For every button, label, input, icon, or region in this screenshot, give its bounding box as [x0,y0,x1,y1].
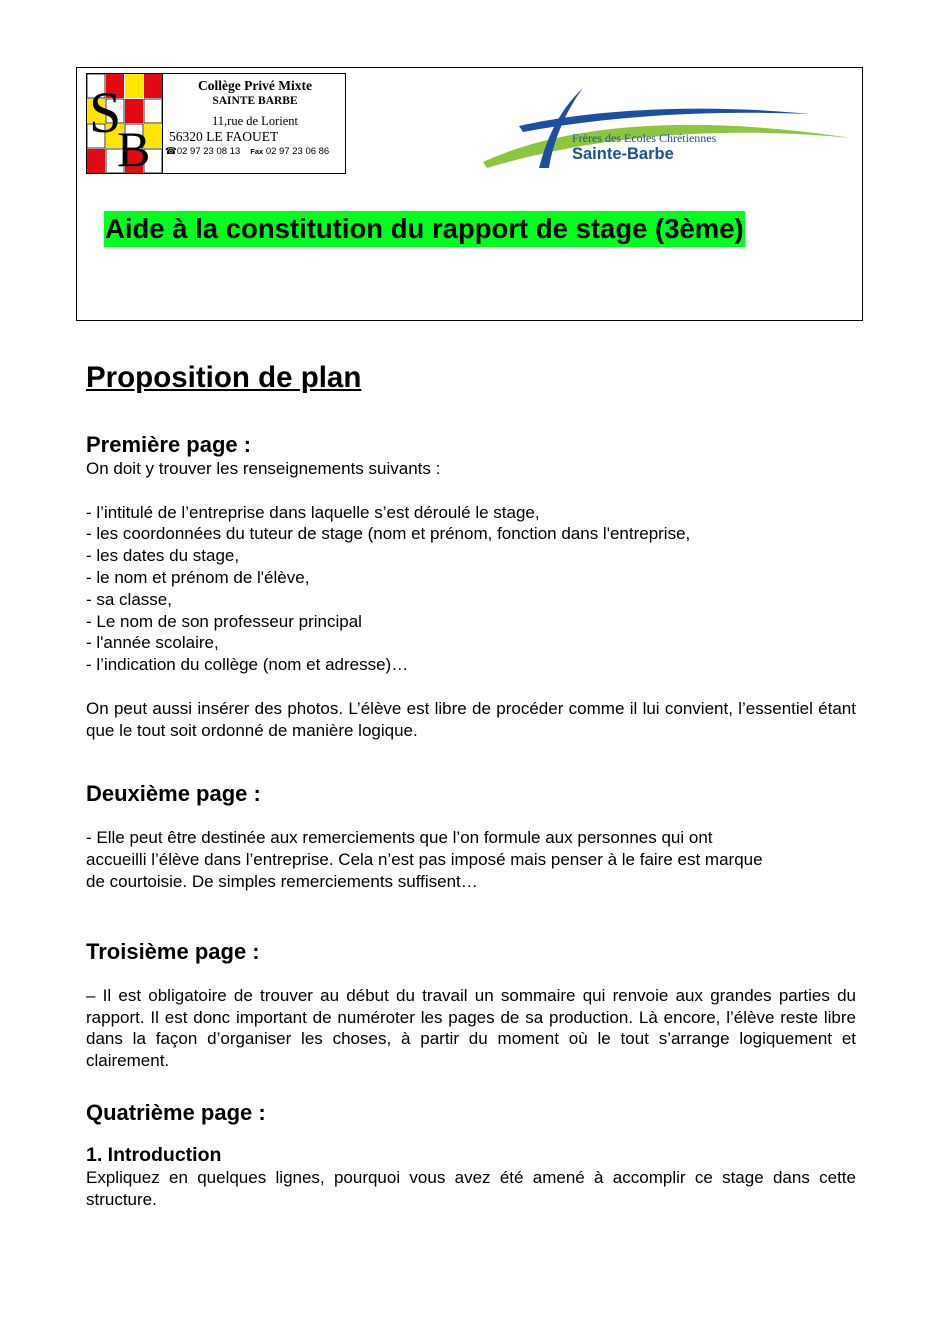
college-info [165,77,345,158]
list-item: - les coordonnées du tuteur de stage (nom et prénom, fonction dans l'entreprise, [86,524,691,544]
list-item: - Le nom de son professeur principal [86,611,362,631]
premiere-note: On peut aussi insérer des photos. L’élève est libre de procéder comme il lui convient, l’essentiel étant que le tout soit ordonné de manière logique. [86,698,856,740]
college-block [86,73,346,174]
list-item: - l’indication du collège (nom et adresse)… [86,655,409,675]
fax-label: Fax [250,147,264,156]
section-heading-troisieme: Troisième page : [86,938,260,964]
section-heading-quatrieme: Quatrième page : [86,1099,266,1125]
main-content [86,360,856,1211]
college-phone: 02 97 23 08 13 [176,146,241,157]
troisieme-text: – Il est obligatoire de trouver au début du travail un sommaire qui renvoie aux grandes parties du rapport. Il est donc important de numéroter les pages de sa production. Là encore, l’élève reste libre dans la façon d’organiser les choses, à partir du moment où le tout s’arrange logiquement et clairement. [86,985,856,1071]
college-street: 11,rue de Lorient [212,114,298,128]
sb-logo [87,74,163,173]
section-heading-premiere: Première page : [86,432,252,457]
deuxieme-line: accueilli l’élève dans l’entreprise. Cela n’est pas imposé mais penser à le faire est marque [86,850,763,870]
section-heading-deuxieme: Deuxième page : [86,781,261,807]
list-item: - les dates du stage, [86,546,240,566]
partner-text [572,132,716,163]
phone-icon: ☎ [165,146,177,157]
partner-line2: Sainte-Barbe [572,145,674,163]
college-postal: 56320 LE FAOUET [169,129,279,144]
plan-title: Proposition de plan [86,361,362,394]
partner-line1: Frères des Ecoles Chrétiennes [572,131,717,145]
deuxieme-line: - Elle peut être destinée aux remerciements que l’on formule aux personnes qui ont [86,828,713,848]
quatrieme-text: Expliquez en quelques lignes, pourquoi vous avez été amené à accomplir ce stage dans cette structure. [86,1167,856,1209]
sub-heading-introduction: 1. Introduction [86,1143,222,1166]
list-item: - l’intitulé de l’entreprise dans laquelle s’est déroulé le stage, [86,502,540,522]
list-item: - sa classe, [86,589,172,609]
partner-logo [479,82,855,176]
list-item: - l'année scolaire, [86,633,219,653]
college-city: SAINTE BARBE [212,95,298,107]
svg-text:B: B [117,121,151,173]
college-name: Collège Privé Mixte [198,78,312,93]
college-fax: 02 97 23 06 86 [265,146,330,157]
list-item: - le nom et prénom de l'élève, [86,567,310,587]
document-title: Aide à la constitution du rapport de stage (3ème) [104,211,745,247]
premiere-intro: On doit y trouver les renseignements suivants : [86,459,441,478]
header-box [76,67,863,321]
svg-text:S: S [89,80,122,145]
deuxieme-line: de courtoisie. De simples remerciements suffisent… [86,871,478,891]
college-contact [165,146,345,158]
